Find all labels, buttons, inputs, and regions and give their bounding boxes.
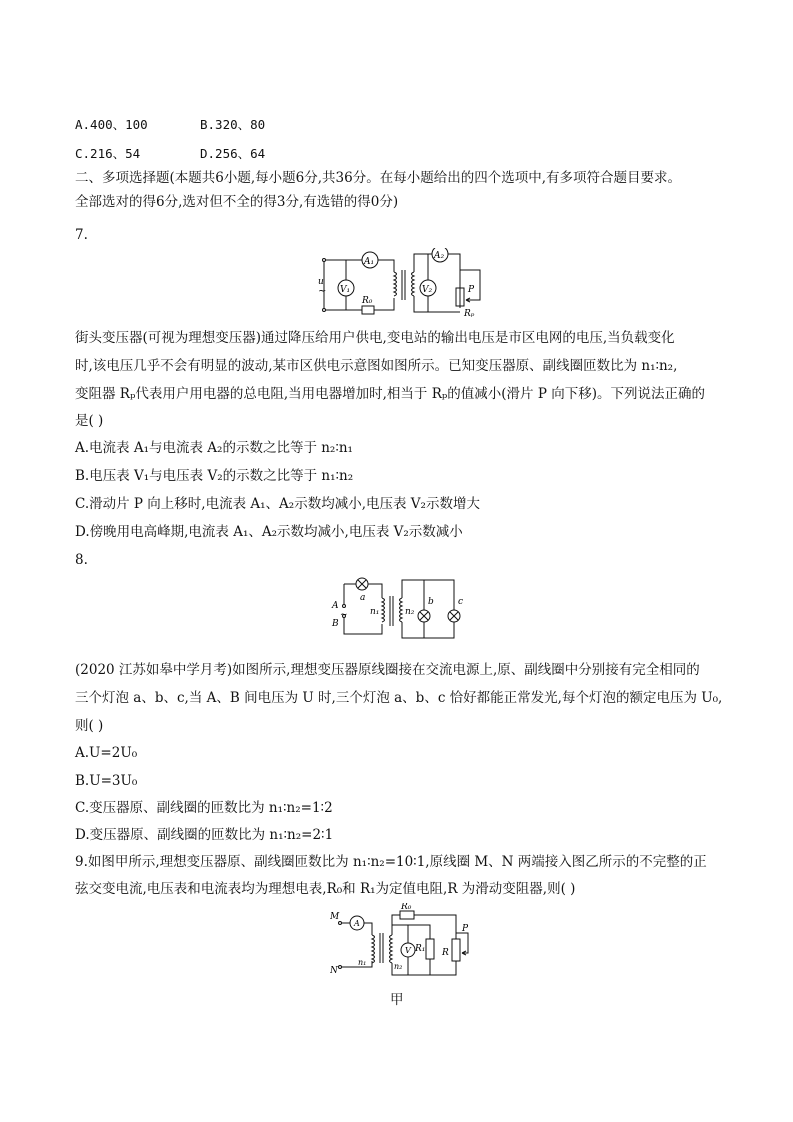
- q7-stem-line4: 是( ): [75, 413, 104, 429]
- q8-stem-line2: 三个灯泡 a、b、c,当 A、B 间电压为 U 时,三个灯泡 a、b、c 恰好都能正常发光,每个灯泡的额定电压为 U₀,: [75, 690, 723, 706]
- q8-stem-line3: 则( ): [75, 718, 104, 734]
- q7-u-label: u: [318, 277, 324, 287]
- section2-line2: 全部选对的得6分,选对但不全的得3分,有选错的得0分): [75, 194, 399, 210]
- q9-n1-label: n₁: [358, 958, 367, 967]
- q8-lamp-b-label: b: [428, 597, 434, 607]
- q8-number: 8.: [75, 552, 88, 568]
- q9-n2-label: n₂: [394, 962, 403, 971]
- q8-n1-label: n₁: [370, 607, 380, 617]
- q9-r0-label: R₀: [401, 903, 412, 912]
- q9-figure-caption: 甲: [390, 992, 404, 1008]
- q7-number: 7.: [75, 227, 88, 243]
- q6-option-a: A.400、100: [75, 117, 148, 132]
- q9-r-label: R: [442, 948, 449, 958]
- q7-r0-label: R₀: [362, 296, 373, 306]
- q9-voltmeter-label: V: [405, 946, 411, 955]
- q8-circuit-diagram: [326, 574, 476, 644]
- q9-p-label: P: [462, 924, 469, 934]
- q7-stem-line1: 街头变压器(可视为理想变压器)通过降压给用户供电,变电站的输出电压是市区电网的电压,当负载变化: [75, 330, 675, 346]
- q7-ac-symbol: ~: [318, 286, 327, 297]
- q7-v1-label: V₁: [340, 285, 351, 295]
- q7-a1-label: A₁: [364, 257, 375, 267]
- q7-v2-label: V₂: [422, 285, 433, 295]
- q7-option-c: C.滑动片 P 向上移时,电流表 A₁、A₂示数均减小,电压表 V₂示数增大: [75, 496, 480, 512]
- q9-r1-label: R₁: [415, 944, 426, 954]
- q7-circuit-diagram: [318, 248, 488, 320]
- q7-option-b: B.电压表 V₁与电压表 V₂的示数之比等于 n₁∶n₂: [75, 468, 354, 484]
- q8-lamp-c-label: c: [458, 597, 464, 607]
- q8-option-d: D.变压器原、副线圈的匝数比为 n₁∶n₂=2∶1: [75, 827, 334, 843]
- q7-option-a: A.电流表 A₁与电流表 A₂的示数之比等于 n₂∶n₁: [75, 440, 353, 456]
- q7-option-d: D.傍晚用电高峰期,电流表 A₁、A₂示数均减小,电压表 V₂示数减小: [75, 524, 463, 540]
- q7-stem-line3: 变阻器 Rₚ代表用户用电器的总电阻,当用电器增加时,相当于 Rₚ的值减小(滑片 P 向下移)。下列说法正确的: [75, 386, 705, 402]
- q6-option-c: C.216、54: [75, 146, 141, 161]
- q9-terminal-m-label: M: [330, 912, 340, 922]
- q9-ammeter-label: A: [354, 919, 360, 928]
- q9-circuit-diagram: [330, 903, 470, 983]
- q8-n2-label: n₂: [405, 607, 415, 617]
- q7-stem-line2: 时,该电压几乎不会有明显的波动,某市区供电示意图如图所示。已知变压器原、副线圈匝数比为 n₁∶n₂,: [75, 358, 678, 374]
- q8-option-b: B.U=3U₀: [75, 773, 138, 789]
- q9-stem-line2: 弦交变电流,电压表和电流表均为理想电表,R₀和 R₁为定值电阻,R 为滑动变阻器,则( ): [75, 881, 576, 897]
- q8-terminal-b-label: B: [332, 619, 339, 629]
- q8-option-c: C.变压器原、副线圈的匝数比为 n₁∶n₂=1∶2: [75, 800, 333, 816]
- q7-p-label: P: [468, 285, 475, 295]
- q7-a2-label: A₂: [434, 251, 445, 261]
- q9-terminal-n-label: N: [330, 966, 338, 976]
- q7-rp-label: Rₚ: [464, 309, 475, 319]
- section2-line1: 二、多项选择题(本题共6小题,每小题6分,共36分。在每小题给出的四个选项中,有多项符合题目要求。: [75, 170, 681, 186]
- q6-option-d: D.256、64: [200, 146, 266, 161]
- q9-stem-line1: 9.如图甲所示,理想变压器原、副线圈匝数比为 n₁∶n₂=10∶1,原线圈 M、N 两端接入图乙所示的不完整的正: [75, 854, 707, 870]
- q6-option-b: B.320、80: [200, 117, 266, 132]
- q8-option-a: A.U=2U₀: [75, 745, 138, 761]
- q8-terminal-a-label: A: [332, 601, 339, 611]
- q8-lamp-a-label: a: [360, 593, 366, 603]
- q8-ac-symbol: ~: [340, 610, 348, 620]
- q8-stem-line1: (2020 江苏如皋中学月考)如图所示,理想变压器原线圈接在交流电源上,原、副线圈中分别接有完全相同的: [75, 662, 700, 678]
